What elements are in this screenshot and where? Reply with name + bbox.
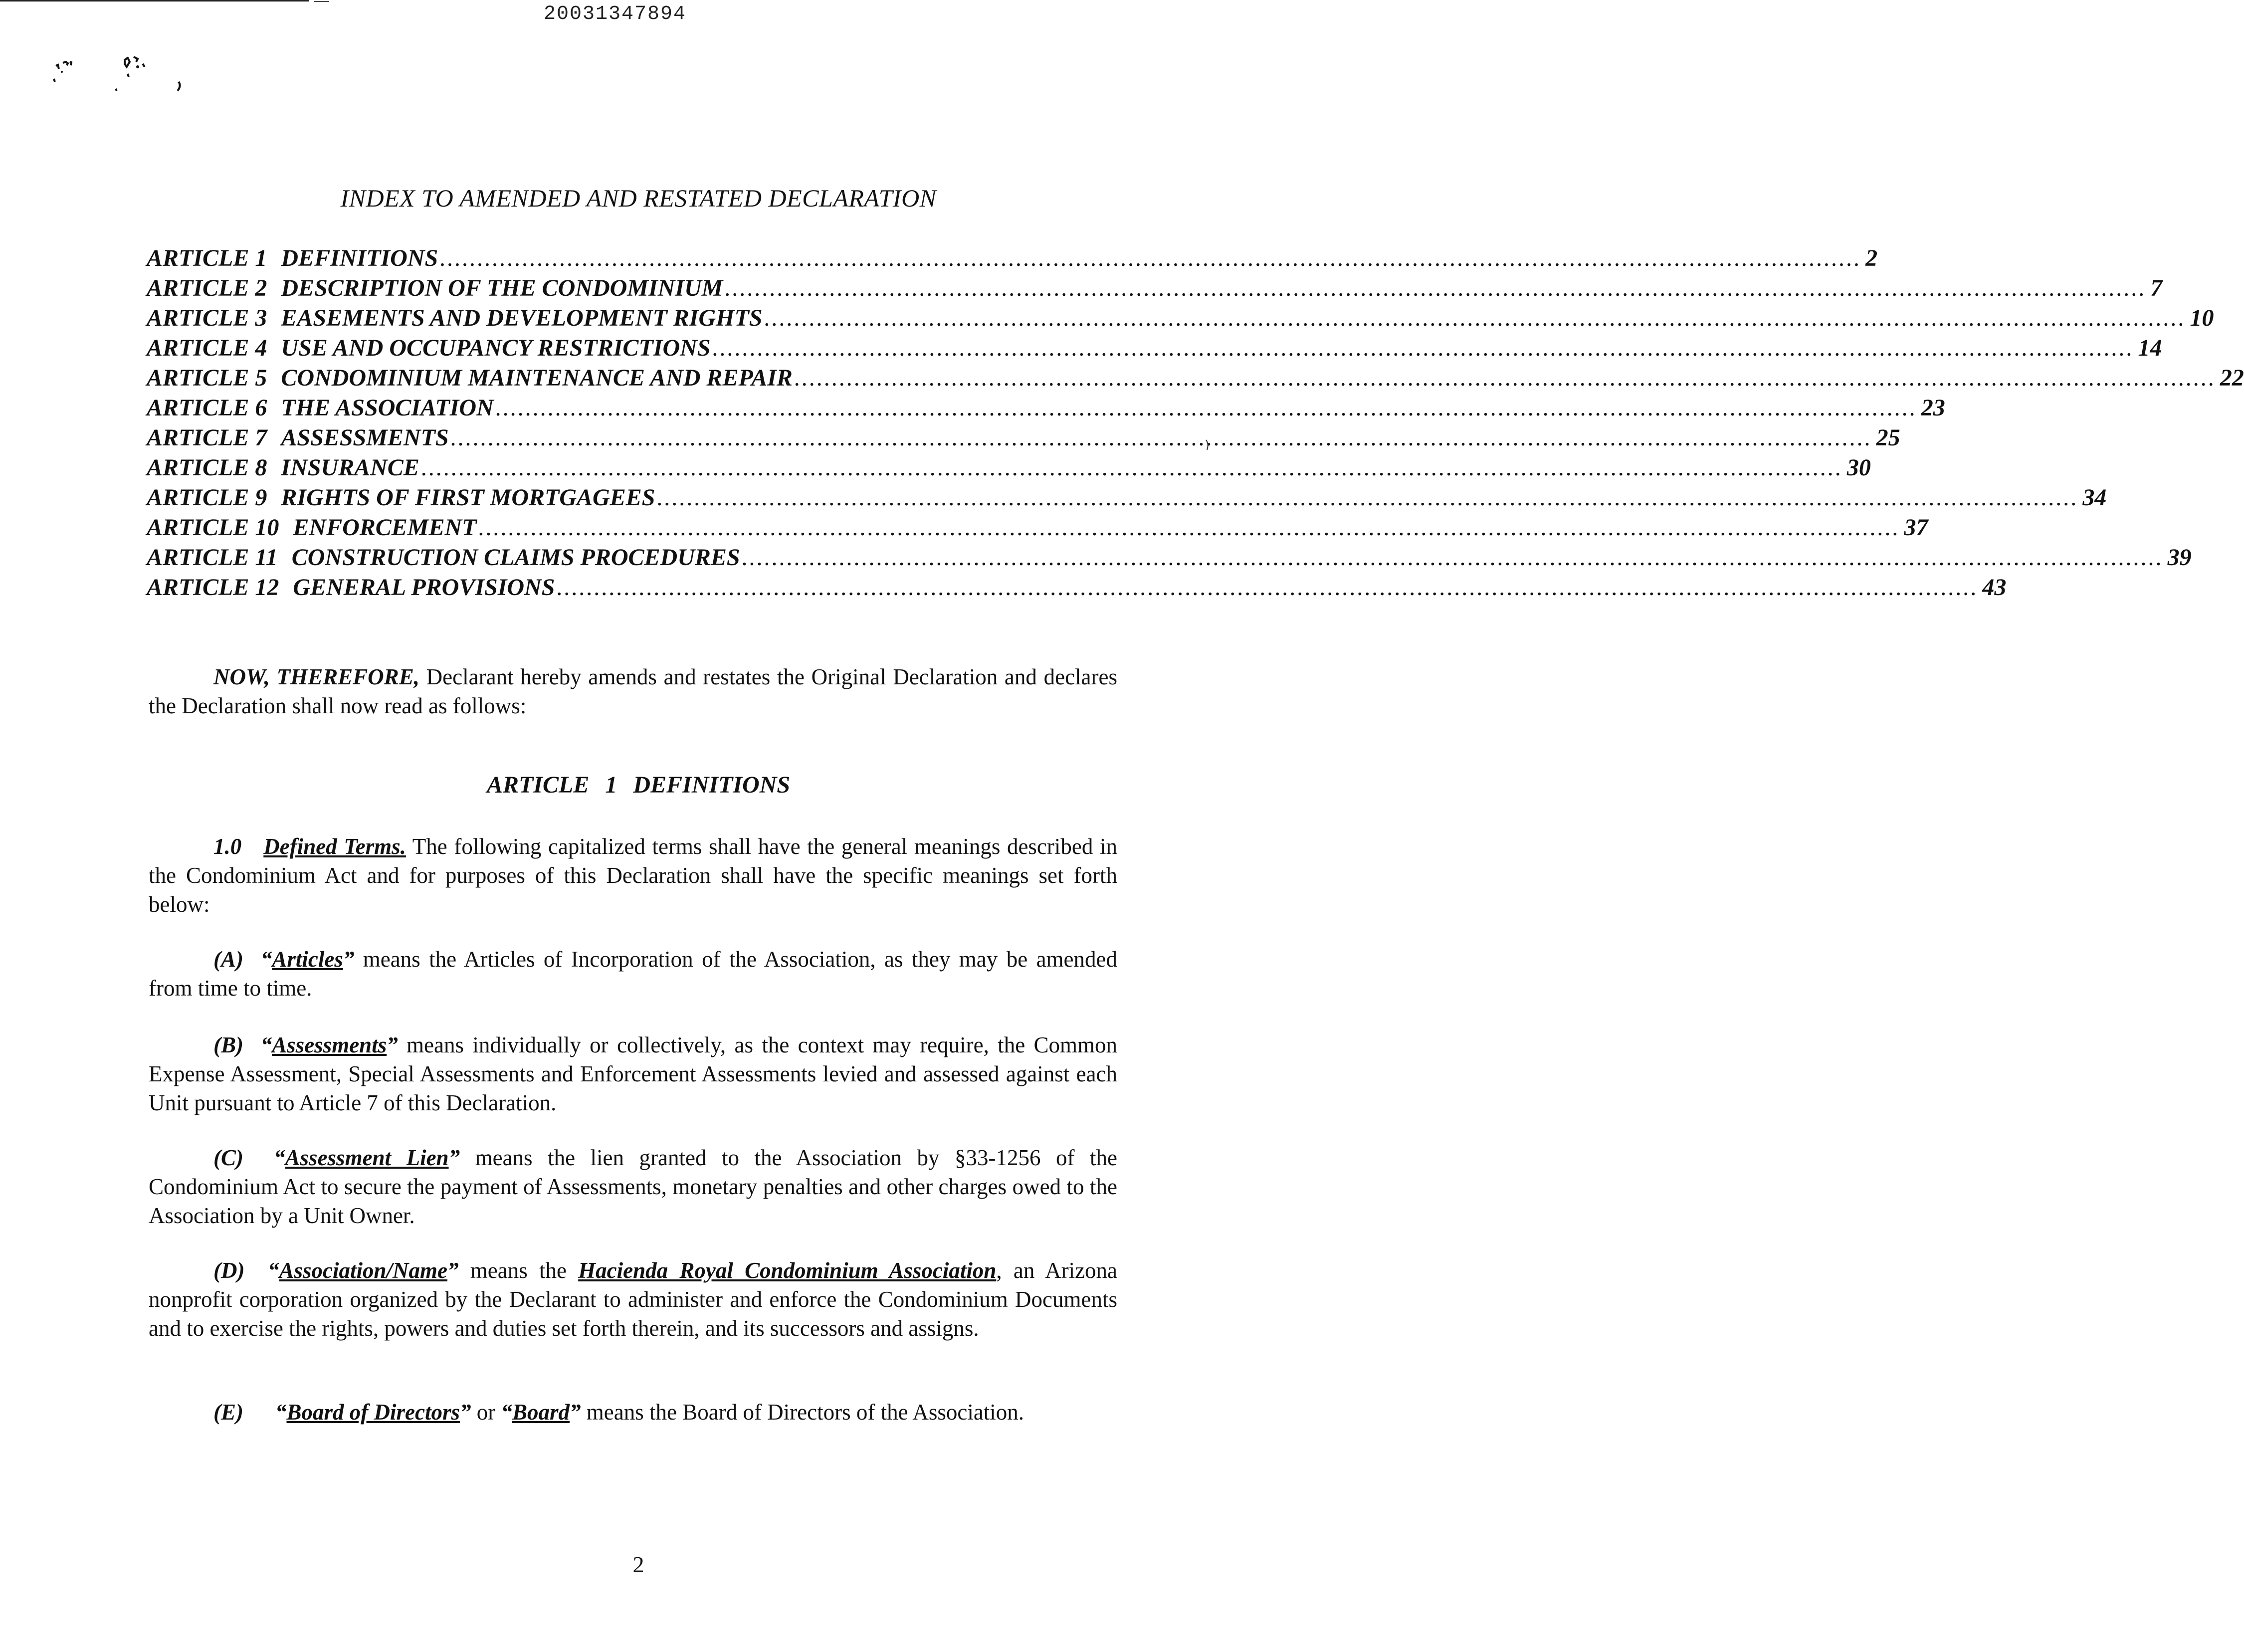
toc-article: ARTICLE 12 [147,574,279,601]
toc-page: 43 [1982,574,2007,601]
toc-leader: .............................................................................................................................................................................................. [742,544,2164,571]
toc-page: 25 [1876,424,1900,451]
toc-entry [147,243,1878,273]
toc-page: 10 [2190,305,2214,331]
article-heading: ARTICLE 1 DEFINITIONS [486,772,791,798]
preamble-paragraph [149,662,1117,720]
definition-c: (C) “Assessment Lien” means the lien granted to the Association by §33-1256 of the Condominium Act to secure the payment of Assessments, monetary penalties and other charges owed to the Association by a Unit Owner. [149,1145,1117,1228]
toc-title: ENFORCEMENT [293,514,477,541]
definition-d: (D) “Association/Name” means the Hacienda Royal Condominium Association, an Arizona nonprofit corporation organized by the Declarant to administer and enforce the Condominium Documents and to exercise the rights, powers and duties set forth therein, and its successors and assigns. [149,1258,1118,1341]
toc-title: CONSTRUCTION CLAIMS PROCEDURES [291,544,740,571]
section-number: 1.0 [213,834,242,859]
scan-top-rule [0,0,309,1]
toc-page: 7 [2150,275,2163,301]
definition-term: Assessments [272,1032,387,1057]
toc-entry [147,543,2192,573]
toc-entry [147,573,2007,603]
toc-article: ARTICLE 7 [147,424,267,451]
definition-e: (E) “Board of Directors” or “Board” means the Board of Directors of the Association. [213,1400,1024,1425]
definition-term: Articles [272,947,343,972]
table-of-contents [147,243,2244,603]
section-text: The following capitalized terms shall have the general meanings described in the Condominium Act and for purposes of this Declaration shall have the specific meanings set forth below: [149,834,1117,917]
toc-entry [147,273,2163,303]
toc-article: ARTICLE 5 [147,365,267,391]
definition-text: means the lien granted to the Association by §33-1256 of the Condominium Act to secure the payment of Assessments, monetary penalties and other charges owed to the Association by a Unit Owner. [149,1145,1117,1228]
index-title: INDEX TO AMENDED AND RESTATED DECLARATION [340,184,937,212]
toc-entry [147,393,1945,423]
definition-term: Assessment Lien [285,1145,449,1170]
definition-label: (D) [213,1258,245,1283]
toc-leader: .............................................................................................................................................................................................. [725,275,2147,301]
toc-entry [147,513,1928,543]
toc-article: ARTICLE 2 [147,275,267,301]
definition-label: (E) [213,1400,243,1425]
toc-title: ASSESSMENTS [281,424,449,451]
toc-leader: .............................................................................................................................................................................................. [712,335,2134,361]
toc-title: DEFINITIONS [281,245,438,271]
toc-title: GENERAL PROVISIONS [293,574,555,601]
toc-leader: .............................................................................................................................................................................................. [440,245,1862,271]
toc-title: RIGHTS OF FIRST MORTGAGEES [281,484,655,511]
toc-page: 22 [2220,365,2244,391]
toc-entry [147,333,2162,363]
scan-margin-mark [1205,439,1210,451]
toc-leader: .............................................................................................................................................................................................. [450,424,1872,451]
preamble-lead: NOW, THEREFORE, [213,664,419,689]
definition-text: , an Arizona nonprofit corporation organized by the Declarant to administer and enforce the Condominium Documents and to exercise the rights, powers and duties set forth therein, and its successors and assigns. [149,1258,1118,1341]
toc-title: THE ASSOCIATION [281,395,494,421]
toc-article: ARTICLE 9 [147,484,267,511]
toc-leader: .............................................................................................................................................................................................. [764,305,2186,331]
toc-page: 37 [1904,514,1928,541]
scan-artifact-marks [50,50,200,105]
definition-text: means individually or collectively, as the context may require, the Common Expense Assessment, Special Assessments and Enforcement Assessments levied and assessed against each Unit pursuant to Article 7 of this Declaration. [149,1032,1118,1115]
definition-label: (B) [213,1032,243,1057]
definition-b: (B) “Assessments” means individually or collectively, as the context may require, the Common Expense Assessment, Special Assessments and Enforcement Assessments levied and assessed against each Unit pursuant to Article 7 of this Declaration. [149,1032,1118,1115]
section-1-0 [149,832,1117,919]
preamble-text: Declarant hereby amends and restates the Original Declaration and declares the Declaration shall now read as follows: [149,664,1117,718]
toc-article: ARTICLE 6 [147,395,267,421]
definition-term: Board of Directors [286,1400,460,1425]
toc-entry [147,363,2244,393]
toc-page: 34 [2082,484,2107,511]
toc-title: EASEMENTS AND DEVELOPMENT RIGHTS [281,305,763,331]
toc-page: 39 [2167,544,2192,571]
recording-number: 20031347894 [544,3,687,25]
definition-term-alt: Board [512,1400,570,1425]
toc-article: ARTICLE 4 [147,335,267,361]
definition-connector: or [471,1400,501,1425]
toc-article: ARTICLE 11 [147,544,278,571]
toc-entry [147,453,1871,483]
association-name: Hacienda Royal Condominium Association [578,1258,997,1283]
page-number: 2 [632,1552,644,1577]
toc-page: 23 [1921,395,1945,421]
toc-leader: .............................................................................................................................................................................................. [557,574,1979,601]
toc-article: ARTICLE 10 [147,514,279,541]
toc-entry [147,423,1900,453]
toc-title: INSURANCE [281,454,419,481]
toc-entry [147,483,2107,513]
definition-label: (A) [213,947,243,972]
toc-article: ARTICLE 8 [147,454,267,481]
toc-leader: .............................................................................................................................................................................................. [421,454,1843,481]
definition-term: Association/Name [279,1258,447,1283]
toc-article: ARTICLE 3 [147,305,267,331]
toc-title: USE AND OCCUPANCY RESTRICTIONS [281,335,711,361]
definition-text: means the Articles of Incorporation of the Association, as they may be amended from time to time. [149,947,1117,1001]
toc-page: 30 [1846,454,1871,481]
toc-page: 2 [1865,245,1878,271]
toc-article: ARTICLE 1 [147,245,267,271]
toc-leader: .............................................................................................................................................................................................. [657,484,2079,511]
toc-entry [147,303,2214,333]
section-title: Defined Terms. [263,834,406,859]
toc-title: CONDOMINIUM MAINTENANCE AND REPAIR [281,365,793,391]
toc-leader: .............................................................................................................................................................................................. [495,395,1917,421]
definition-a: (A) “Articles” means the Articles of Incorporation of the Association, as they may be amended from time to time. [149,947,1117,1001]
toc-title: DESCRIPTION OF THE CONDOMINIUM [281,275,723,301]
toc-leader: .............................................................................................................................................................................................. [794,365,2216,391]
definition-text: means the Board of Directors of the Association. [581,1400,1024,1425]
toc-leader: .............................................................................................................................................................................................. [478,514,1900,541]
toc-page: 14 [2138,335,2162,361]
scan-top-rule-fragment [314,1,329,2]
definition-label: (C) [213,1145,243,1170]
definition-text: means the [458,1258,579,1283]
